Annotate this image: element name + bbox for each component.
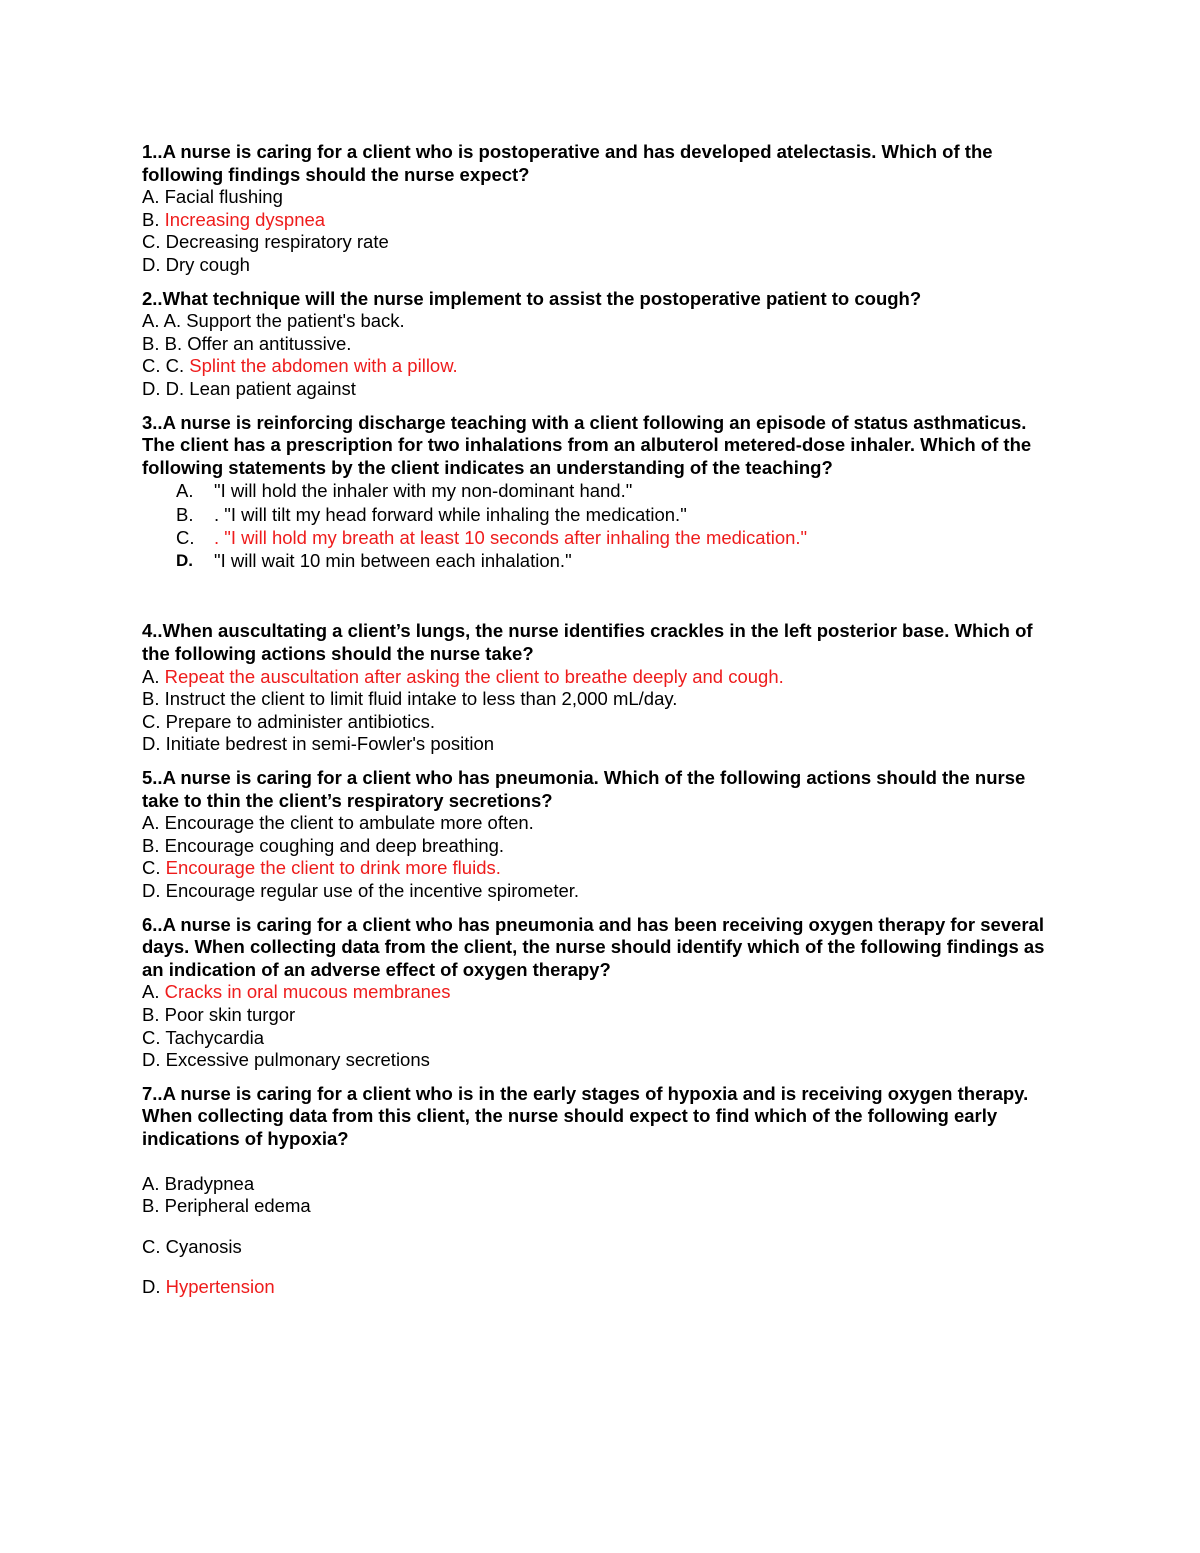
question-1 bbox=[142, 141, 1062, 277]
question-3 bbox=[142, 412, 1062, 573]
option-letter: B. bbox=[142, 1195, 165, 1217]
option-text: . "I will tilt my head forward while inhaling the medication." bbox=[214, 503, 687, 525]
option-a bbox=[142, 310, 1062, 333]
option-letter: A. bbox=[176, 480, 194, 502]
option-b bbox=[142, 333, 1062, 356]
option-letter: C. bbox=[142, 231, 166, 253]
option-text: Cyanosis bbox=[165, 1235, 242, 1257]
option-text: Encourage the client to ambulate more often. bbox=[164, 812, 534, 834]
option-text: Tachycardia bbox=[165, 1026, 265, 1048]
option-text: Splint the abdomen with a pillow. bbox=[189, 355, 458, 377]
option-text: Repeat the auscultation after asking the client to breathe deeply and cough. bbox=[164, 665, 784, 687]
option-b bbox=[142, 1004, 1062, 1027]
option-text: Hypertension bbox=[165, 1276, 275, 1298]
option-text: Peripheral edema bbox=[164, 1195, 311, 1217]
option-b bbox=[142, 688, 1062, 711]
question-2 bbox=[142, 288, 1062, 401]
option-letter: D. bbox=[142, 1049, 166, 1071]
option-a bbox=[142, 186, 1062, 209]
option-a bbox=[142, 1173, 1062, 1196]
option-letter: A. bbox=[142, 981, 165, 1003]
option-d bbox=[142, 1049, 1062, 1072]
option-text: Increasing dyspnea bbox=[164, 208, 326, 230]
question-text: 6..A nurse is caring for a client who has pneumonia and has been receiving oxygen therapy for several days. When collecting data from the client, the nurse should identify which of the following findings as an indication of an adverse effect of oxygen therapy? bbox=[142, 913, 1045, 980]
question-7 bbox=[142, 1083, 1062, 1299]
option-text: Facial flushing bbox=[164, 186, 283, 208]
option-letter: C. bbox=[142, 1235, 166, 1257]
question-4 bbox=[142, 620, 1062, 756]
option-text: "I will wait 10 min between each inhalation." bbox=[214, 549, 572, 571]
option-a bbox=[142, 480, 1062, 503]
option-letter: B. bbox=[142, 688, 165, 710]
spacer bbox=[142, 1218, 1062, 1236]
option-d bbox=[142, 254, 1062, 277]
option-c-correct bbox=[142, 857, 1062, 880]
option-text: Poor skin turgor bbox=[164, 1003, 296, 1025]
option-text: Support the patient's back. bbox=[186, 310, 405, 332]
option-letter: C. bbox=[142, 1026, 166, 1048]
option-letter: D. bbox=[142, 733, 166, 755]
option-text: Excessive pulmonary secretions bbox=[165, 1049, 430, 1071]
question-text: 1..A nurse is caring for a client who is postoperative and has developed atelectasis. Which of the following findings should the nurse expect? bbox=[142, 141, 993, 185]
option-letter: A. bbox=[142, 665, 165, 687]
option-text: Encourage coughing and deep breathing. bbox=[164, 834, 505, 856]
option-c bbox=[142, 711, 1062, 734]
option-text: "I will hold the inhaler with my non-dominant hand." bbox=[214, 480, 633, 502]
option-a-correct bbox=[142, 981, 1062, 1004]
option-letter: A. bbox=[142, 812, 165, 834]
option-letter: D. bbox=[142, 880, 166, 901]
option-letter: B. bbox=[142, 834, 165, 856]
option-letter: B. bbox=[142, 1003, 165, 1025]
option-c-correct bbox=[142, 527, 1062, 550]
question-text: 7..A nurse is caring for a client who is in the early stages of hypoxia and is receiving oxygen therapy. When collecting data from this client, the nurse should expect to find which of the following early indications of hypoxia? bbox=[142, 1082, 1029, 1149]
option-text: Encourage the client to drink more fluids. bbox=[165, 857, 501, 879]
question-5 bbox=[142, 767, 1062, 903]
option-d bbox=[142, 378, 1062, 401]
option-text: . "I will hold my breath at least 10 seconds after inhaling the medication." bbox=[214, 526, 808, 548]
spacer bbox=[142, 1258, 1062, 1276]
option-letter: A. bbox=[142, 1172, 165, 1194]
option-letter: B. B. bbox=[142, 332, 188, 354]
option-a-correct bbox=[142, 666, 1062, 689]
option-c bbox=[142, 1027, 1062, 1050]
option-b bbox=[142, 835, 1062, 858]
option-d bbox=[142, 733, 1062, 756]
question-6 bbox=[142, 914, 1062, 1072]
option-letter: A. A. bbox=[142, 310, 187, 332]
option-letter: B. bbox=[142, 208, 165, 230]
question-text: 2..What technique will the nurse implement to assist the postoperative patient to cough? bbox=[142, 287, 922, 309]
option-letter: C. C. bbox=[142, 355, 190, 377]
option-b bbox=[142, 504, 1062, 527]
question-text: 5..A nurse is caring for a client who has pneumonia. Which of the following actions should the nurse take to thin the client’s respiratory secretions? bbox=[142, 767, 1026, 811]
option-text: Prepare to administer antibiotics. bbox=[165, 710, 436, 732]
option-d bbox=[142, 880, 1062, 903]
spacer bbox=[142, 1151, 1062, 1173]
quiz-content bbox=[142, 141, 1062, 1310]
option-text: Decreasing respiratory rate bbox=[165, 231, 389, 253]
option-c bbox=[142, 1236, 1062, 1259]
option-d bbox=[142, 550, 1062, 573]
option-d-correct bbox=[142, 1276, 1062, 1299]
option-text: Bradypnea bbox=[164, 1172, 255, 1194]
option-letter: D. bbox=[142, 253, 166, 275]
option-text: Instruct the client to limit fluid intake to less than 2,000 mL/day. bbox=[164, 688, 678, 710]
option-list bbox=[142, 480, 1062, 572]
option-letter: A. bbox=[142, 186, 165, 208]
option-letter: C. bbox=[142, 857, 166, 879]
question-text: 3..A nurse is reinforcing discharge teaching with a client following an episode of status asthmaticus. The client has a prescription for two inhalations from an albuterol metered-dose inhaler. Which of the following statements by the client indicates an understanding of the teaching? bbox=[142, 411, 1032, 478]
option-letter: D. bbox=[142, 1276, 166, 1298]
question-text: 4..When auscultating a client’s lungs, the nurse identifies crackles in the left posterior base. Which of the following actions should the nurse take? bbox=[142, 620, 1033, 665]
option-letter: D. D. bbox=[142, 377, 190, 399]
option-letter: C. bbox=[176, 526, 195, 548]
option-text: Offer an antitussive. bbox=[187, 332, 352, 354]
option-text: Cracks in oral mucous membranes bbox=[164, 981, 451, 1003]
option-letter: B. bbox=[176, 503, 194, 525]
option-text: Initiate bedrest in semi-Fowler's position bbox=[165, 733, 495, 755]
option-b-correct bbox=[142, 209, 1062, 232]
option-b bbox=[142, 1195, 1062, 1218]
option-a bbox=[142, 812, 1062, 835]
option-letter: D. bbox=[176, 550, 193, 570]
option-text: Lean patient against bbox=[189, 377, 356, 399]
option-c bbox=[142, 231, 1062, 254]
option-c-correct bbox=[142, 355, 1062, 378]
option-text: Dry cough bbox=[165, 253, 250, 275]
option-text: Encourage regular use of the incentive spirometer. bbox=[165, 880, 580, 901]
option-letter: C. bbox=[142, 710, 166, 732]
